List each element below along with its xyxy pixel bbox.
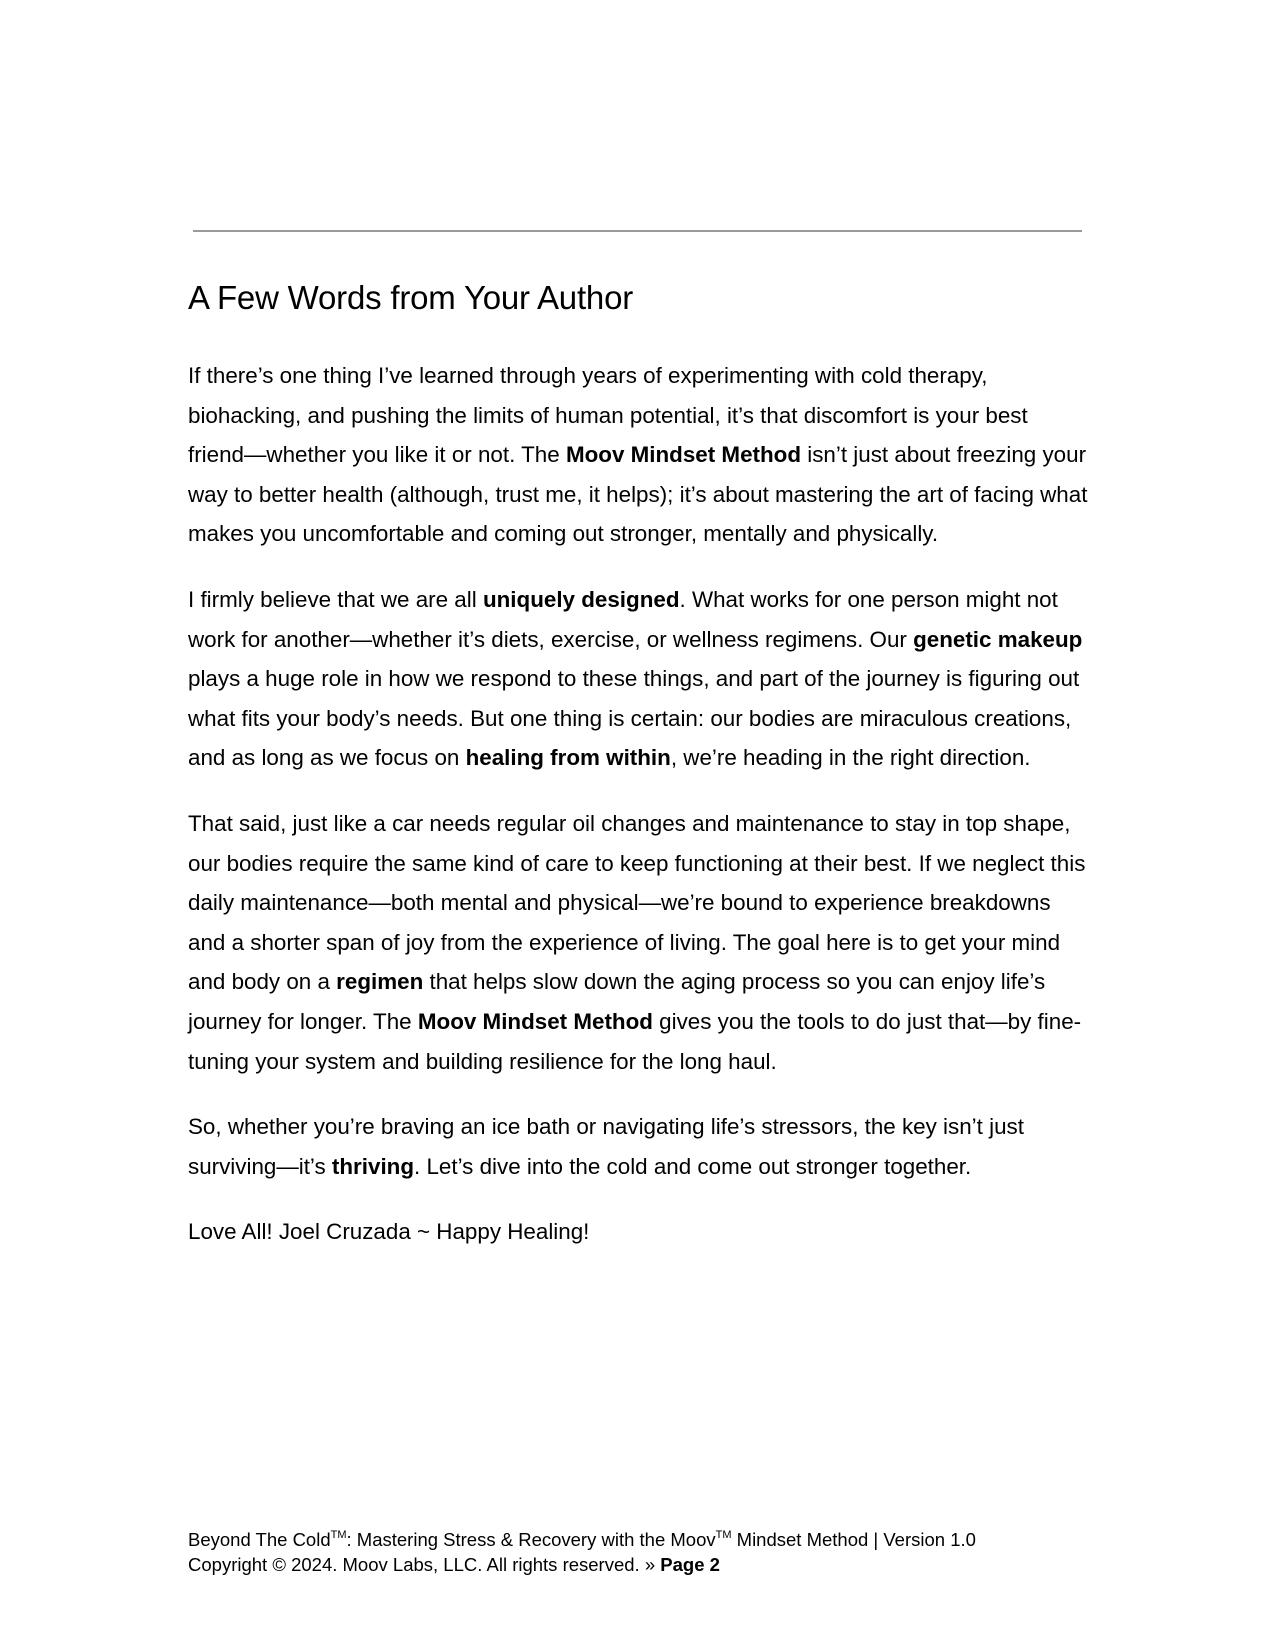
paragraph-intro xyxy=(188,356,1088,554)
bold-text-run: genetic makeup xyxy=(913,626,1083,652)
document-body xyxy=(188,272,1088,1278)
footer-title-part: : Mastering Stress & Recovery with the Moov xyxy=(346,1529,716,1550)
text-run: , we’re heading in the right direction. xyxy=(670,745,1031,771)
bold-text-run: healing from within xyxy=(465,745,671,771)
paragraph-thriving xyxy=(188,1107,1088,1186)
bold-text-run: uniquely designed xyxy=(482,586,680,612)
footer-title-part: Beyond The Cold xyxy=(188,1529,331,1550)
footer-copyright-line xyxy=(188,1552,1088,1577)
paragraph-signoff xyxy=(188,1212,1088,1252)
page-footer xyxy=(188,1527,1088,1577)
copyright-text: Copyright © 2024. Moov Labs, LLC. All rights reserved. » xyxy=(188,1554,661,1575)
header-divider xyxy=(193,230,1082,232)
text-run: plays a huge role in how we respond to these things, and part of the journey is figuring out what fits your body’s needs. But one thing is certain: our bodies are miraculous creations, and as long as we focus on xyxy=(188,666,1080,771)
text-run: That said, just like a car needs regular oil changes and maintenance to stay in top shape, our bodies require the same kind of care to keep functioning at their best. If we neglect this daily maintenance—both mental and physical—we’re bound to experience breakdowns and a shorter span of joy from the experience of living. The goal here is to get your mind and body on a xyxy=(188,810,1086,995)
bold-text-run: Moov Mindset Method xyxy=(565,442,802,468)
footer-title-part: Mindset Method | Version 1.0 xyxy=(731,1529,976,1550)
page-number: Page 2 xyxy=(660,1554,720,1575)
text-run: gives you the tools to do just that—by fine-tuning your system and building resilience for the long haul. xyxy=(188,1008,1082,1074)
paragraph-unique-design xyxy=(188,580,1088,778)
text-run: . Let’s dive into the cold and come out stronger together. xyxy=(414,1153,972,1179)
trademark-mark: TM xyxy=(715,1529,732,1541)
footer-title-line xyxy=(188,1527,1088,1552)
text-run: isn’t just about freezing your way to better health (although, trust me, it helps); it’s about mastering the art of facing what makes you uncomfortable and coming out stronger, mentally and physically. xyxy=(188,442,1088,547)
page-heading: A Few Words from Your Author xyxy=(188,279,634,316)
trademark-mark: TM xyxy=(330,1529,347,1541)
text-run: If there’s one thing I’ve learned through years of experimenting with cold therapy, biohacking, and pushing the limits of human potential, it’s that discomfort is your best friend—whether you like it or not. The xyxy=(188,363,1028,468)
bold-text-run: thriving xyxy=(331,1153,415,1179)
text-run: I firmly believe that we are all xyxy=(188,586,483,612)
signoff-text: Love All! Joel Cruzada ~ Happy Healing! xyxy=(188,1219,590,1245)
bold-text-run: regimen xyxy=(336,969,424,995)
text-run: So, whether you’re braving an ice bath or navigating life’s stressors, the key isn’t just surviving—it’s xyxy=(188,1114,1024,1179)
text-run: that helps slow down the aging process so you can enjoy life’s journey for longer. The xyxy=(188,969,1046,1034)
text-run: . What works for one person might not work for another—whether it’s diets, exercise, or wellness regimens. Our xyxy=(188,586,1058,652)
paragraph-maintenance xyxy=(188,804,1088,1081)
bold-text-run: Moov Mindset Method xyxy=(417,1008,653,1034)
